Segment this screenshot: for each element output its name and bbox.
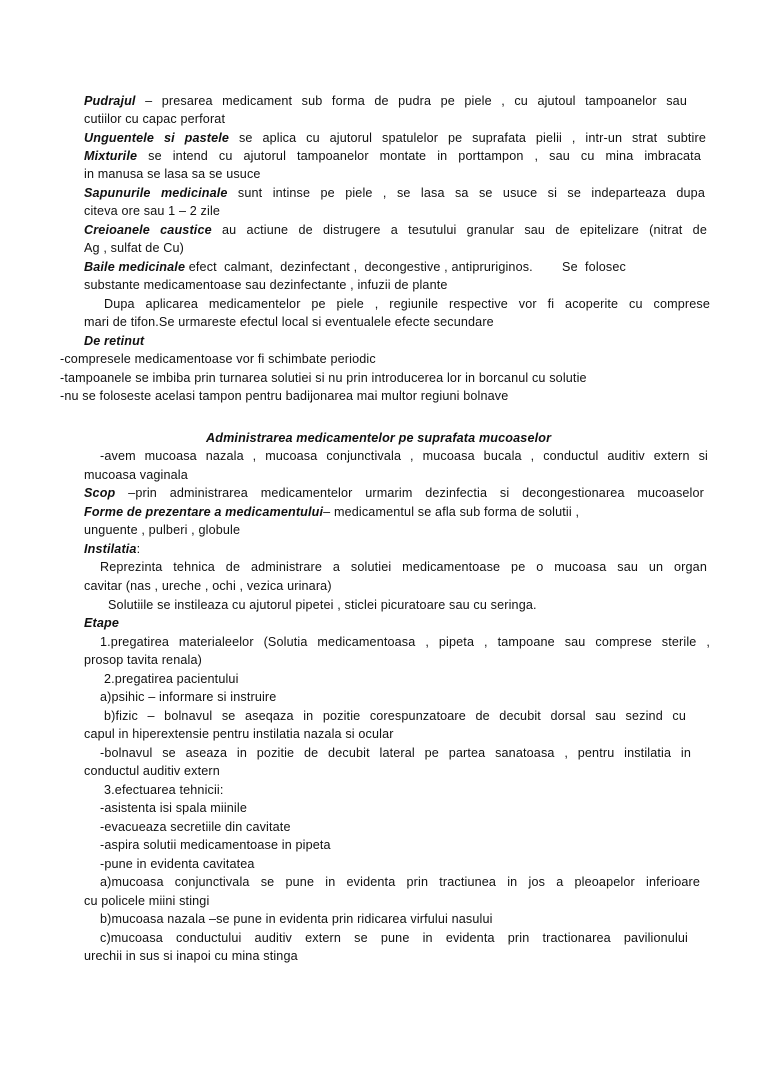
step-3e-line1: a)mucoasa conjunctivala se pune in evidenta prin tractiunea in jos a pleoapelor inferioare [100, 875, 700, 889]
step-3g-line2: urechii in sus si inapoi cu mina stinga [84, 949, 298, 963]
step-3e-line2: cu policele miini stingi [84, 894, 210, 908]
term-baile: Baile medicinale [84, 260, 186, 274]
dupa-line2: mari de tifon.Se urmareste efectul local si eventualele efecte secundare [84, 315, 494, 329]
step-2: 2.pregatirea pacientului [104, 672, 239, 686]
dupa-line1: Dupa aplicarea medicamentelor pe piele , regiunile respective vor fi acoperite cu comprese [104, 297, 710, 311]
mucoase-line1: -avem mucoasa nazala , mucoasa conjunctivala , mucoasa bucala , conductul auditiv extern si [100, 449, 708, 463]
note-2: -tampoanele se imbiba prin turnarea solutiei si nu prin introducerea lor in borcanul cu solutie [60, 371, 587, 385]
step-3d: -pune in evidenta cavitatea [100, 857, 255, 871]
sapunuri-line [84, 184, 705, 202]
mixturi-cont: in manusa se lasa sa se usuce [84, 167, 261, 181]
note-3: -nu se foloseste acelasi tampon pentru badijonarea mai multor regiuni bolnave [60, 389, 509, 403]
term-sapunuri: Sapunurile medicinale [84, 186, 228, 200]
step-1-line2: prosop tavita renala) [84, 653, 202, 667]
forme-text: – medicamentul se afla sub forma de solutii , [323, 505, 580, 519]
step-3c: -aspira solutii medicamentoase in pipeta [100, 838, 331, 852]
step-2c-line2: conductul auditiv extern [84, 764, 220, 778]
step-3b: -evacueaza secretiile din cavitate [100, 820, 291, 834]
term-mixturi: Mixturile [84, 149, 138, 163]
mucoase-line2: mucoasa vaginala [84, 468, 188, 482]
creioane-text: au actiune de distrugere a tesutului granular sau de epitelizare (nitrat de [211, 223, 707, 237]
de-retinut-heading: De retinut [84, 334, 145, 348]
pudrajul-line [84, 92, 687, 110]
baile-cont: substante medicamentoase sau dezinfectante , infuzii de plante [84, 278, 448, 292]
section-title: Administrarea medicamentelor pe suprafata mucoaselor [206, 431, 552, 445]
unguente-line [84, 129, 706, 147]
step-2b-line2: capul in hiperextensie pentru instilatia nazala si ocular [84, 727, 394, 741]
reprezinta-line2: cavitar (nas , ureche , ochi , vezica urinara) [84, 579, 332, 593]
term-scop: Scop [84, 486, 116, 500]
step-3f: b)mucoasa nazala –se pune in evidenta prin ridicarea virfului nasului [100, 912, 493, 926]
scop-text: –prin administrarea medicamentelor urmarim dezinfectia si decongestionarea mucoaselor [115, 486, 704, 500]
term-instilatia: Instilatia [84, 542, 137, 556]
step-3g-line1: c)mucoasa conductului auditiv extern se pune in evidenta prin tractionarea pavilionului [100, 931, 688, 945]
sapunuri-cont: citeva ore sau 1 – 2 zile [84, 204, 221, 218]
forme-line [84, 503, 579, 521]
baile-line [84, 258, 626, 276]
step-2b-line1: b)fizic – bolnavul se aseqaza in pozitie corespunzatoare de decubit dorsal sau sezind cu [104, 709, 686, 723]
pudrajul-text: – presarea medicament sub forma de pudra pe piele , cu ajutoul tampoanelor sau [135, 94, 687, 108]
term-forme: Forme de prezentare a medicamentului [84, 505, 324, 519]
creioane-cont: Ag , sulfat de Cu) [84, 241, 185, 255]
step-1-line1: 1.pregatirea materialeelor (Solutia medicamentoasa , pipeta , tampoane sau comprese sterile , [100, 635, 710, 649]
note-1: -compresele medicamentoase vor fi schimbate periodic [60, 352, 376, 366]
etape-heading: Etape [84, 616, 120, 630]
forme-cont: unguente , pulberi , globule [84, 523, 241, 537]
step-2a: a)psihic – informare si instruire [100, 690, 277, 704]
creioane-line [84, 221, 707, 239]
step-2c-line1: -bolnavul se aseaza in pozitie de decubit lateral pe partea sanatoasa , pentru instilatia in [100, 746, 691, 760]
term-unguente: Unguentele si pastele [84, 131, 230, 145]
term-creioane: Creioanele caustice [84, 223, 212, 237]
sapunuri-text: sunt intinse pe piele , se lasa sa se usuce si se indeparteaza dupa [227, 186, 705, 200]
scop-line [84, 484, 704, 502]
step-3a: -asistenta isi spala miinile [100, 801, 247, 815]
term-pudrajul: Pudrajul [84, 94, 136, 108]
mixturi-text: se intend cu ajutorul tampoanelor montate in porttampon , sau cu mina imbracata [137, 149, 701, 163]
pudrajul-cont: cutiilor cu capac perforat [84, 112, 226, 126]
step-3: 3.efectuarea tehnicii: [104, 783, 224, 797]
instilatia-colon: : [136, 542, 141, 556]
reprezinta-line1: Reprezinta tehnica de administrare a solutiei medicamentoase pe o mucoasa sau un organ [100, 560, 707, 574]
instilatia-line [84, 540, 140, 558]
unguente-text: se aplica cu ajutorul spatulelor pe suprafata pielii , intr-un strat subtire [229, 131, 706, 145]
solutiile-line: Solutiile se instileaza cu ajutorul pipetei , sticlei picuratoare sau cu seringa. [108, 598, 537, 612]
baile-text: efect calmant, dezinfectant , decongestive , antipruriginos. Se folosec [185, 260, 626, 274]
mixturi-line [84, 147, 701, 165]
